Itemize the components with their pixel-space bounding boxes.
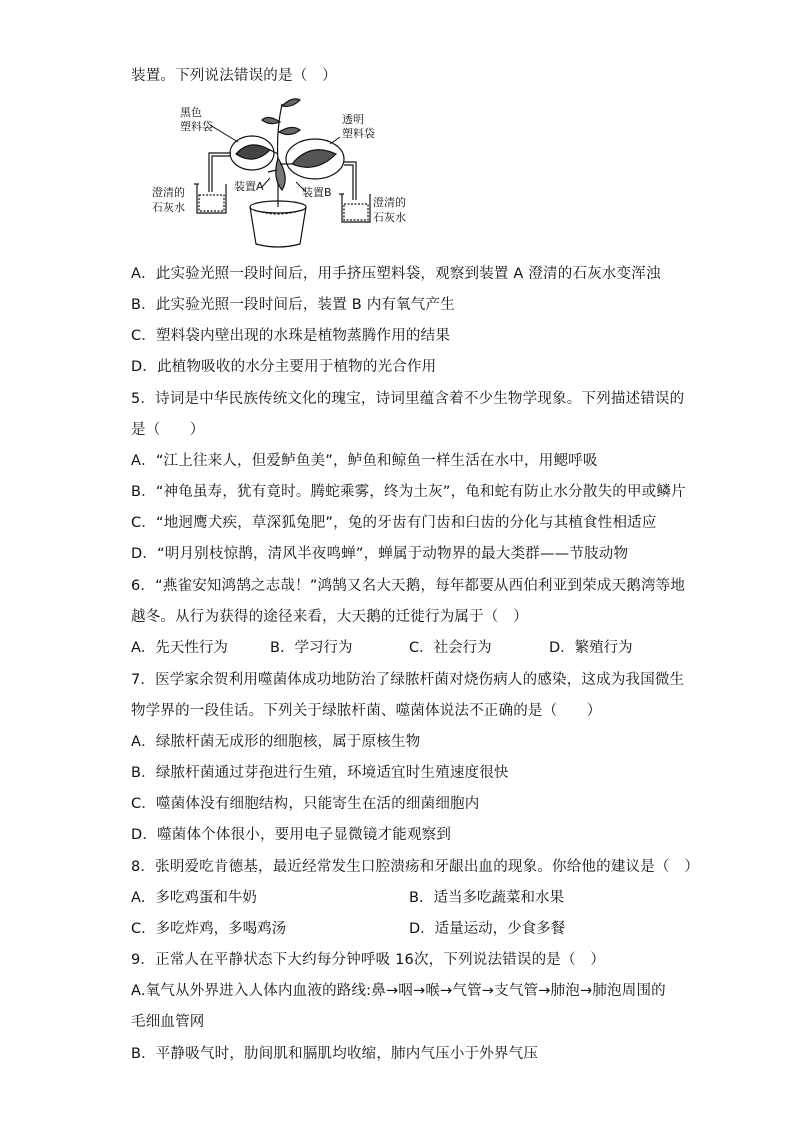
q8-option-b: B．适当多吃蔬菜和水果 [409, 890, 564, 906]
flower-pot [250, 201, 306, 247]
limewater-right-label-1: 澄清的 [373, 196, 406, 209]
q5-option-c: C．“地迥鹰犬疾，草深狐兔肥”，兔的牙齿有门齿和臼齿的分化与其植食性相适应 [131, 515, 657, 531]
q5-stem-line-2: 是（ ） [131, 422, 205, 438]
question-4-stem-tail: 装置。下列说法错误的是（ ） [131, 68, 337, 84]
right-beaker [339, 194, 370, 222]
q7-stem-line-2: 物学界的一段佳话。下列关于绿脓杆菌、噬菌体说法不正确的是（ ） [131, 703, 602, 719]
q6-stem-line-2: 越冬。从行为获得的途径来看，大天鹅的迁徙行为属于（ ） [131, 609, 528, 625]
device-a-label: 装置A [234, 180, 264, 193]
q7-option-a: A．绿脓杆菌无成形的细胞核，属于原核生物 [131, 734, 421, 750]
q8-option-a: A．多吃鸡蛋和牛奶 [131, 890, 257, 906]
q9-stem: 9．正常人在平静状态下大约每分钟呼吸 16次，下列说法错误的是（ ） [131, 952, 606, 968]
q9-option-b: B．平静吸气时，肋间肌和膈肌均收缩，肺内气压小于外界气压 [131, 1046, 539, 1062]
q4-option-b: B．此实验光照一段时间后，装置 B 内有氧气产生 [131, 297, 455, 313]
q5-option-a: A．“江上往来人，但爱鲈鱼美”，鲈鱼和鲸鱼一样生活在水中，用鳃呼吸 [131, 453, 598, 469]
device-b-label: 装置B [302, 186, 332, 199]
q6-option-c: C．社会行为 [409, 640, 492, 656]
q5-option-b: B．“神龟虽寿，犹有竟时。腾蛇乘雾，终为土灰”，龟和蛇有防止水分散失的甲或鳞片 [131, 484, 686, 500]
q4-option-d: D．此植物吸收的水分主要用于植物的光合作用 [131, 359, 437, 375]
q7-stem-line-1: 7．医学家余贺利用噬菌体成功地防治了绿脓杆菌对烧伤病人的感染，这成为我国微生 [131, 672, 685, 688]
q5-stem-line-1: 5．诗词是中华民族传统文化的瑰宝，诗词里蕴含着不少生物学现象。下列描述错误的 [131, 391, 685, 407]
q8-option-c: C．多吃炸鸡，多喝鸡汤 [131, 921, 287, 937]
q7-option-b: B．绿脓杆菌通过芽孢进行生殖，环境适宜时生殖速度很快 [131, 765, 509, 781]
limewater-left-label-1: 澄清的 [152, 186, 185, 199]
q6-option-d: D．繁殖行为 [549, 640, 633, 656]
q8-stem: 8．张明爱吃肯德基，最近经常发生口腔溃疡和牙龈出血的现象。你给他的建议是（ ） [131, 859, 700, 875]
q9-option-a-line-1: A.氧气从外界进入人体内血液的路线:鼻→咽→喉→气管→支气管→肺泡→肺泡周围的 [131, 983, 666, 999]
q8-option-d: D．适量运动，少食多餐 [409, 921, 566, 937]
limewater-right-label-2: 石灰水 [373, 211, 406, 224]
transparent-plastic-bag [280, 139, 344, 179]
q6-option-a: A．先天性行为 [131, 640, 228, 656]
q4-option-a: A．此实验光照一段时间后，用手挤压塑料袋，观察到装置 A 澄清的石灰水变浑浊 [131, 266, 661, 282]
black-bag-label-1: 黑色 [180, 106, 202, 119]
q7-option-c: C．噬菌体没有细胞结构，只能寄生在活的细菌细胞内 [131, 796, 480, 812]
q6-stem-line-1: 6．“燕雀安知鸿鹄之志哉！”鸿鹄又名大天鹅，每年都要从西伯利亚到荣成天鹅湾等地 [131, 578, 686, 594]
limewater-left-label-2: 石灰水 [152, 201, 185, 214]
q9-option-a-line-2: 毛细血管网 [131, 1014, 205, 1030]
q5-option-d: D．“明月别枝惊鹊，清风半夜鸣蝉”，蝉属于动物界的最大类群——节肢动物 [131, 546, 629, 562]
plant-experiment-figure [150, 92, 430, 257]
left-beaker [194, 184, 226, 213]
black-bag-label-2: 塑料袋 [180, 120, 213, 133]
q4-option-c: C．塑料袋内壁出现的水珠是植物蒸腾作用的结果 [131, 328, 451, 344]
clear-bag-label-1: 透明 [342, 113, 364, 126]
clear-bag-label-2: 塑料袋 [342, 127, 375, 140]
q6-option-b: B．学习行为 [270, 640, 353, 656]
q7-option-d: D．噬菌体个体很小，要用电子显微镜才能观察到 [131, 827, 452, 843]
